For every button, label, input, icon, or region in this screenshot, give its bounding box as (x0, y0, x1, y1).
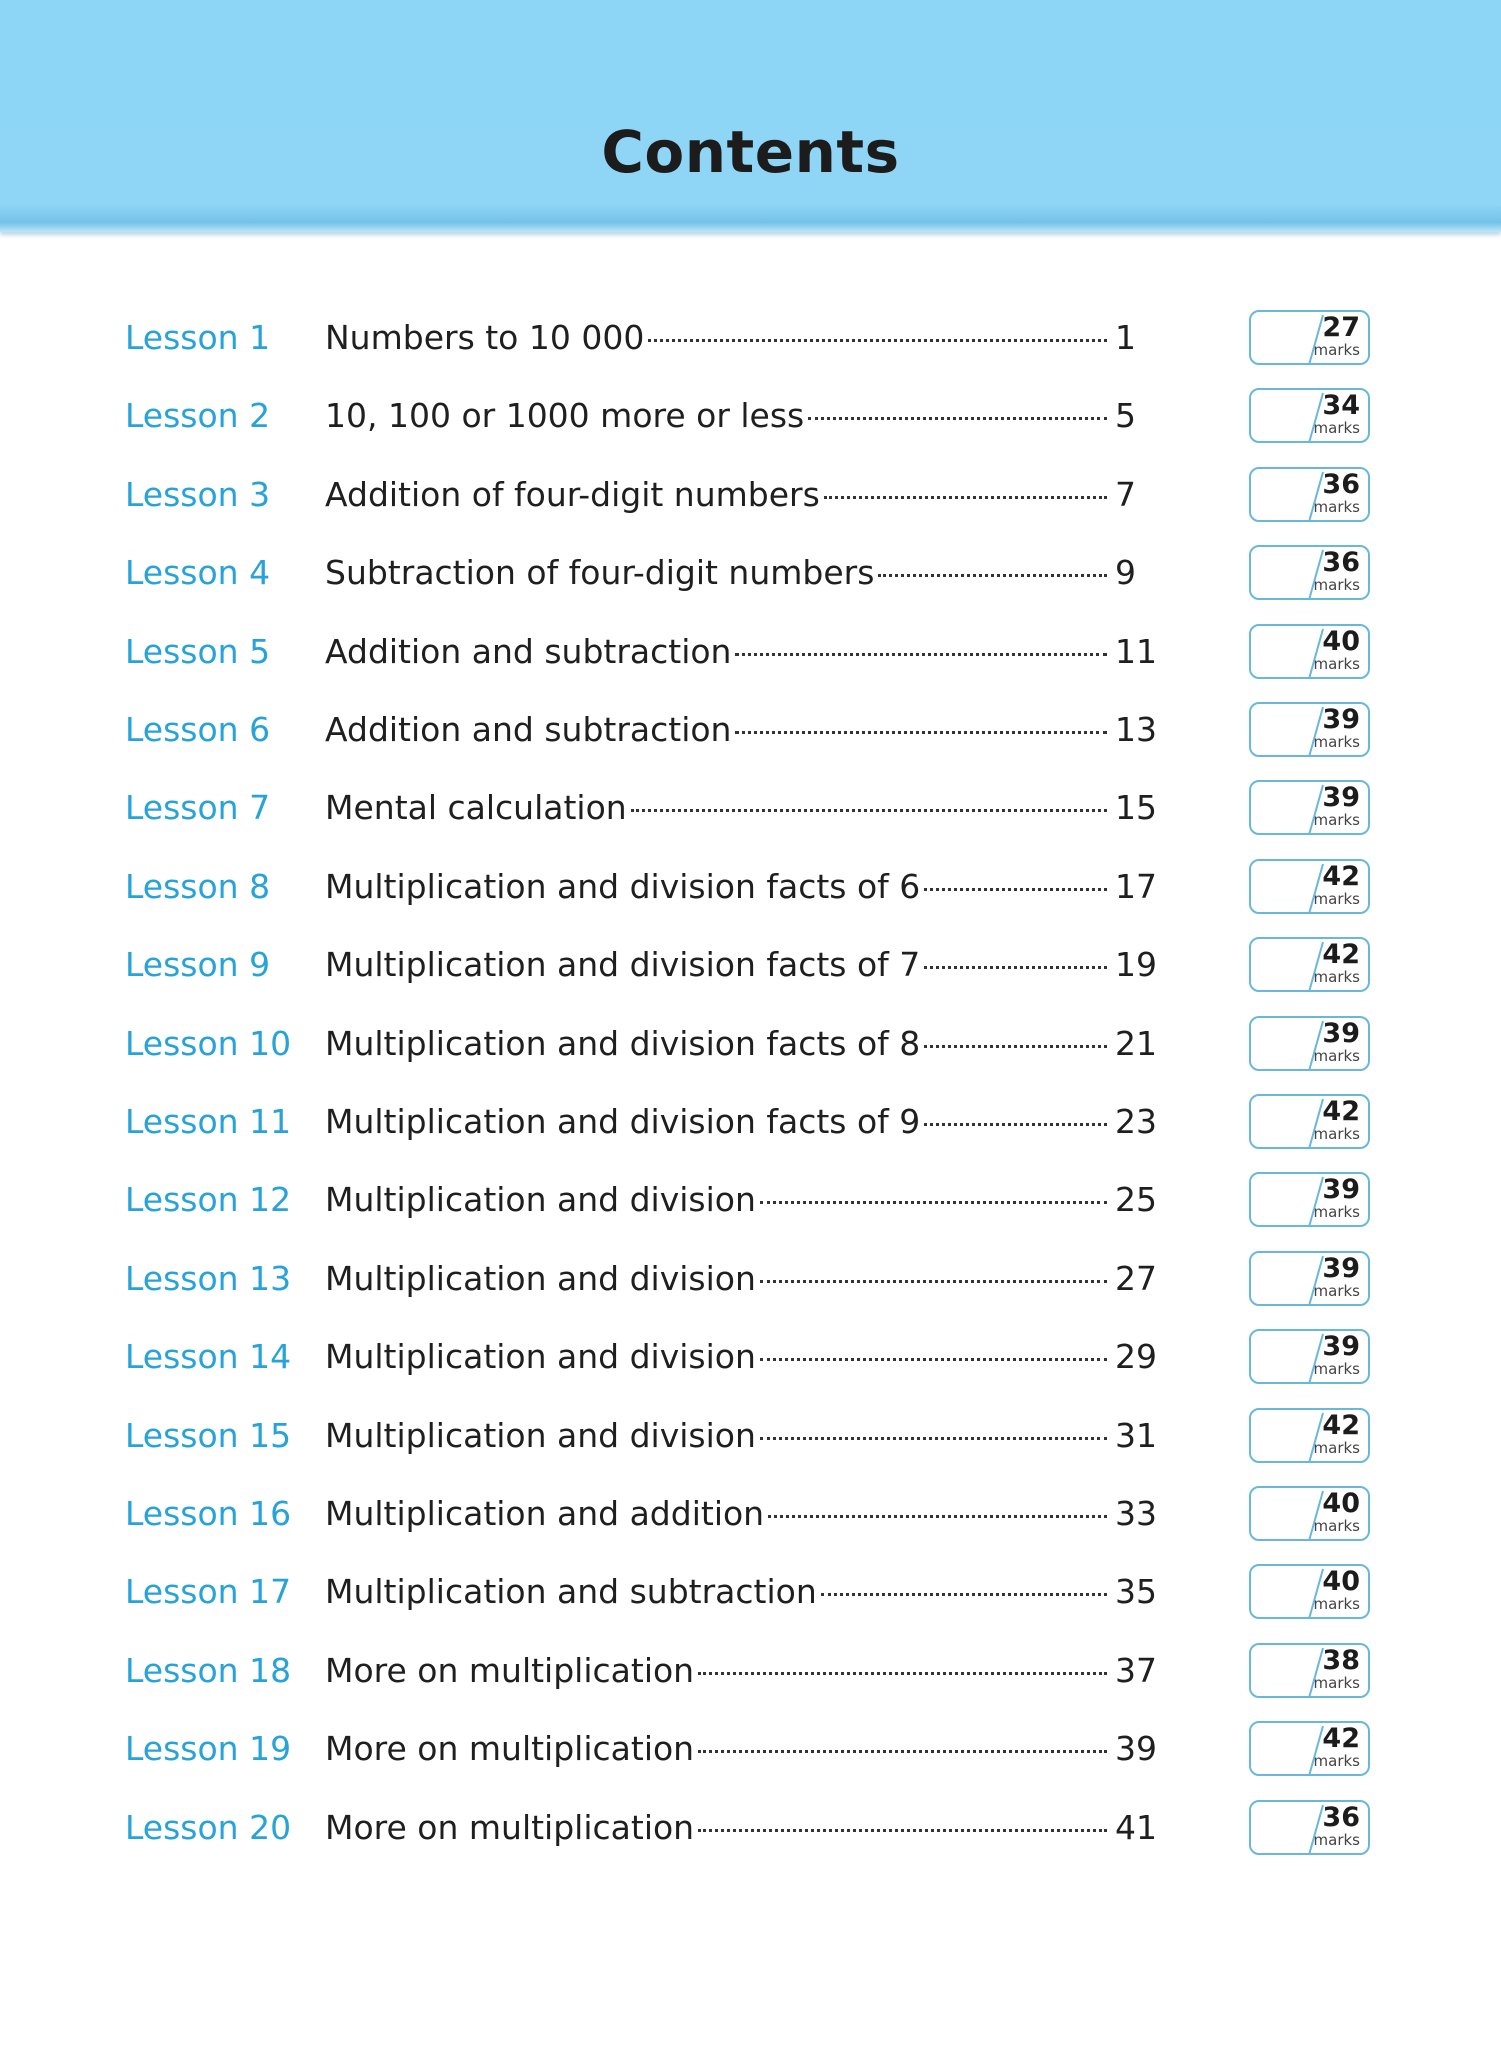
toc-row-lesson-6[interactable] (0, 702, 1501, 780)
topic-line (325, 318, 1169, 357)
dot-leader (821, 1593, 1107, 1596)
marks-total: 42 (1322, 1409, 1360, 1441)
toc-row-lesson-9[interactable] (0, 937, 1501, 1015)
toc-row-lesson-19[interactable] (0, 1721, 1501, 1799)
lesson-title: Multiplication and division facts of 9 (325, 1102, 921, 1141)
lesson-label: Lesson 4 (125, 553, 271, 593)
lesson-title: Addition and subtraction (325, 710, 732, 749)
marks-word: marks (1313, 889, 1360, 908)
page-number: 1 (1115, 318, 1136, 357)
dot-leader (698, 1750, 1107, 1753)
lesson-label: Lesson 16 (125, 1494, 292, 1533)
page-number: 17 (1115, 866, 1157, 906)
header-band (0, 0, 1501, 232)
toc-row-lesson-1[interactable] (0, 310, 1501, 388)
lesson-label: Lesson 19 (125, 1729, 292, 1769)
marks-total: 36 (1322, 547, 1360, 579)
lesson-title: Multiplication and division (325, 1258, 756, 1298)
toc-row-lesson-16[interactable] (0, 1486, 1501, 1564)
page-number: 13 (1115, 710, 1157, 749)
toc-row-lesson-5[interactable] (0, 624, 1501, 702)
lesson-title: Multiplication and division (325, 1337, 756, 1377)
marks-box (1249, 1408, 1370, 1463)
marks-box (1249, 702, 1370, 757)
lesson-title: More on multiplication (325, 1650, 695, 1690)
page-number: 7 (1115, 474, 1136, 514)
lesson-label: Lesson 2 (125, 396, 271, 436)
lesson-label: Lesson 3 (125, 474, 271, 514)
marks-word: marks (1313, 1830, 1360, 1849)
dot-leader (735, 731, 1107, 734)
topic-line (325, 1180, 1169, 1219)
lesson-label: Lesson 15 (125, 1415, 292, 1455)
marks-word: marks (1313, 1360, 1360, 1379)
marks-total: 42 (1322, 1723, 1360, 1755)
dot-leader (760, 1437, 1107, 1440)
marks-box (1249, 388, 1370, 443)
page-title: Contents (601, 118, 900, 186)
lesson-label: Lesson 6 (125, 710, 271, 749)
lesson-label: Lesson 10 (125, 1023, 292, 1063)
marks-box (1249, 1643, 1370, 1698)
lesson-title: More on multiplication (325, 1807, 695, 1847)
marks-box (1249, 1800, 1370, 1855)
toc-row-lesson-7[interactable] (0, 780, 1501, 858)
marks-word: marks (1313, 1125, 1360, 1143)
marks-total: 38 (1322, 1644, 1360, 1676)
dot-leader (768, 1515, 1107, 1518)
topic-line (325, 632, 1169, 671)
topic-line (325, 396, 1169, 435)
marks-total: 39 (1322, 1331, 1360, 1363)
marks-total: 42 (1322, 860, 1360, 892)
marks-total: 36 (1322, 1801, 1360, 1833)
marks-box (1249, 545, 1370, 600)
lesson-label: Lesson 9 (125, 945, 271, 985)
marks-word: marks (1313, 497, 1360, 516)
marks-word: marks (1313, 341, 1360, 359)
topic-line (325, 1102, 1169, 1141)
lesson-label: Lesson 18 (125, 1650, 292, 1690)
lesson-label: Lesson 8 (125, 866, 271, 906)
marks-word: marks (1313, 1673, 1360, 1692)
marks-word: marks (1313, 1517, 1360, 1535)
page-number: 23 (1115, 1102, 1157, 1141)
topic-line (325, 788, 1169, 827)
topic-line (325, 945, 1169, 984)
toc-row-lesson-8[interactable] (0, 859, 1501, 937)
marks-total: 40 (1322, 1488, 1360, 1519)
dot-leader (924, 1045, 1107, 1048)
lesson-title: Addition of four-digit numbers (325, 474, 820, 514)
toc-row-lesson-4[interactable] (0, 545, 1501, 623)
lesson-label: Lesson 17 (125, 1572, 292, 1612)
dot-leader (698, 1672, 1107, 1675)
dot-leader (760, 1280, 1107, 1283)
page-number: 35 (1115, 1572, 1157, 1612)
dot-leader (808, 417, 1107, 420)
lesson-label: Lesson 12 (125, 1180, 292, 1220)
topic-line (325, 710, 1169, 749)
dot-leader (648, 339, 1107, 342)
lesson-label: Lesson 14 (125, 1337, 292, 1377)
toc-row-lesson-14[interactable] (0, 1329, 1501, 1407)
marks-total: 36 (1322, 468, 1360, 500)
marks-total: 39 (1322, 782, 1360, 814)
lesson-title: Numbers to 10 000 (325, 318, 645, 357)
page-number: 33 (1115, 1494, 1157, 1533)
topic-line (325, 1337, 1169, 1376)
dot-leader (760, 1358, 1107, 1361)
marks-box (1249, 937, 1370, 992)
marks-box (1249, 859, 1370, 914)
topic-line (325, 1808, 1169, 1847)
toc-row-lesson-15[interactable] (0, 1408, 1501, 1486)
marks-word: marks (1313, 1203, 1360, 1222)
topic-line (325, 1024, 1169, 1063)
marks-box (1249, 1172, 1370, 1227)
lesson-title: Multiplication and division facts of 7 (325, 945, 921, 985)
marks-box (1249, 1016, 1370, 1071)
toc-row-lesson-10[interactable] (0, 1016, 1501, 1094)
topic-line (325, 553, 1169, 592)
page-number: 25 (1115, 1180, 1157, 1220)
topic-line (325, 1651, 1169, 1690)
dot-leader (924, 888, 1107, 891)
lesson-title: Addition and subtraction (325, 631, 732, 671)
lesson-title: Multiplication and division (325, 1180, 756, 1220)
dot-leader (760, 1201, 1107, 1204)
marks-total: 40 (1322, 1566, 1360, 1598)
page-number: 37 (1115, 1650, 1157, 1690)
page-number: 41 (1115, 1807, 1157, 1847)
topic-line (325, 1729, 1169, 1768)
marks-box (1249, 624, 1370, 679)
marks-total: 39 (1322, 704, 1360, 735)
marks-total: 27 (1322, 312, 1360, 343)
marks-total: 42 (1322, 939, 1360, 971)
lesson-title: Multiplication and division facts of 8 (325, 1023, 921, 1063)
marks-total: 39 (1322, 1252, 1360, 1284)
toc-row-lesson-11[interactable] (0, 1094, 1501, 1172)
marks-box (1249, 1094, 1370, 1149)
marks-box (1249, 467, 1370, 522)
lesson-title: Multiplication and addition (325, 1494, 765, 1533)
page-number: 29 (1115, 1337, 1157, 1377)
marks-word: marks (1313, 968, 1360, 987)
lesson-title: Mental calculation (325, 788, 627, 828)
toc-row-lesson-12[interactable] (0, 1172, 1501, 1250)
marks-box (1249, 1329, 1370, 1384)
page-number: 5 (1115, 396, 1136, 436)
page-number: 15 (1115, 788, 1157, 828)
marks-total: 42 (1322, 1096, 1360, 1127)
page-number: 21 (1115, 1023, 1157, 1063)
dot-leader (698, 1829, 1107, 1832)
page-number: 9 (1115, 553, 1136, 593)
marks-total: 40 (1322, 625, 1360, 657)
marks-word: marks (1313, 576, 1360, 595)
dot-leader (924, 966, 1107, 969)
dot-leader (735, 653, 1107, 656)
lesson-label: Lesson 1 (125, 318, 271, 357)
marks-word: marks (1313, 1595, 1360, 1614)
topic-line (325, 867, 1169, 906)
dot-leader (878, 574, 1107, 577)
toc-row-lesson-13[interactable] (0, 1251, 1501, 1329)
lesson-title: Multiplication and subtraction (325, 1572, 817, 1612)
lesson-title: More on multiplication (325, 1729, 695, 1769)
topic-line (325, 1572, 1169, 1611)
topic-line (325, 1259, 1169, 1298)
marks-box (1249, 1251, 1370, 1306)
dot-leader (631, 809, 1107, 812)
topic-line (325, 1416, 1169, 1455)
marks-total: 34 (1322, 390, 1360, 422)
lesson-label: Lesson 13 (125, 1258, 292, 1298)
dot-leader (924, 1123, 1107, 1126)
marks-box (1249, 1486, 1370, 1541)
lesson-title: Multiplication and division (325, 1415, 756, 1455)
toc-row-lesson-3[interactable] (0, 467, 1501, 545)
lesson-label: Lesson 7 (125, 788, 271, 828)
lesson-title: 10, 100 or 1000 more or less (325, 396, 805, 436)
lesson-label: Lesson 11 (125, 1102, 292, 1141)
marks-word: marks (1313, 654, 1360, 673)
dot-leader (824, 496, 1107, 499)
page-number: 19 (1115, 945, 1157, 985)
page-number: 39 (1115, 1729, 1157, 1769)
toc-row-lesson-20[interactable] (0, 1800, 1501, 1878)
marks-word: marks (1313, 733, 1360, 751)
marks-word: marks (1313, 1438, 1360, 1457)
marks-word: marks (1313, 1046, 1360, 1065)
marks-box (1249, 1564, 1370, 1619)
topic-line (325, 475, 1169, 514)
marks-total: 39 (1322, 1017, 1360, 1049)
toc-row-lesson-17[interactable] (0, 1564, 1501, 1642)
marks-total: 39 (1322, 1174, 1360, 1206)
marks-word: marks (1313, 419, 1360, 438)
toc-row-lesson-2[interactable] (0, 388, 1501, 466)
marks-box (1249, 1721, 1370, 1776)
lesson-title: Multiplication and division facts of 6 (325, 866, 921, 906)
page-number: 11 (1115, 631, 1157, 671)
lesson-label: Lesson 5 (125, 631, 271, 671)
marks-word: marks (1313, 811, 1360, 830)
lesson-label: Lesson 20 (125, 1807, 292, 1847)
marks-word: marks (1313, 1281, 1360, 1300)
marks-box (1249, 780, 1370, 835)
page-number: 31 (1115, 1415, 1157, 1455)
marks-box (1249, 310, 1370, 365)
toc-row-lesson-18[interactable] (0, 1643, 1501, 1721)
marks-word: marks (1313, 1752, 1360, 1771)
page-number: 27 (1115, 1258, 1157, 1298)
lesson-title: Subtraction of four-digit numbers (325, 553, 875, 593)
topic-line (325, 1494, 1169, 1533)
